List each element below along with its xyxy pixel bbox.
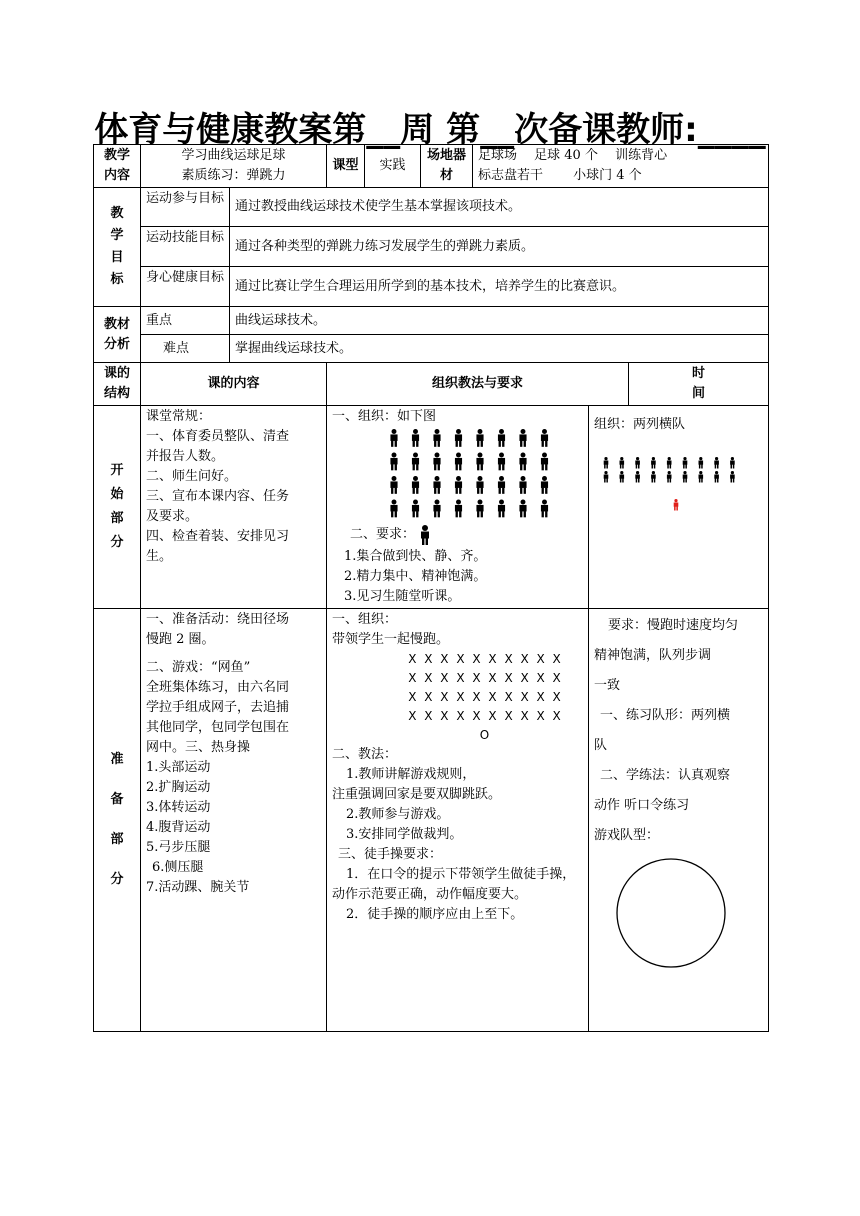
student-figure-icon [541,500,548,518]
prep-line: 慢跑 2 圈。 [146,632,215,647]
student-figure-icon [667,471,672,483]
prep-req-line: 游戏队型： [594,828,660,843]
x-row: X X X X X X X X X X [408,690,563,704]
student-figure-icon [730,457,735,469]
student-figure-icon [433,429,440,447]
prep-line: 2.扩胸运动 [146,780,211,795]
goal-name-2: 运动技能目标 [141,227,230,267]
start-req: 2.精力集中、精神饱满。 [344,569,487,584]
prep-method-line: 一、组织： [332,612,398,627]
student-figure-icon [476,500,483,518]
student-figure-icon [620,457,625,469]
start-req-row [350,523,583,547]
prep-req-line: 动作 听口令练习 [594,798,690,813]
prep-line: 6.侧压腿 [152,860,204,875]
goal-name-3: 身心健康目标 [141,267,230,307]
hard-text: 掌握曲线运球技术。 [230,335,769,363]
student-figure-icon [476,476,483,494]
teacher-figure-icon [419,525,431,545]
content-cell [141,145,327,188]
goal-text-2: 通过各种类型的弹跳力练习发展学生的弹跳力素质。 [230,227,769,267]
key-text: 曲线运球技术。 [230,307,769,335]
start-line: 四、检查着装、安排见习 [146,529,290,544]
prep-method-line: 带领学生一起慢跑。 [332,632,450,647]
student-figure-icon [730,471,735,483]
label-prep: 准备部分 [94,609,141,1032]
document-title: 体育与健康教案第__周 第__次备课教师:____ [94,110,766,150]
prep-line: 一、准备活动：绕田径场 [146,612,290,627]
student-figure-icon [519,476,526,494]
student-figure-icon [412,453,419,471]
prep-line: 4.腹背运动 [146,820,211,835]
prep-method-line: 2.教师参与游戏。 [346,807,450,822]
student-figure-icon [390,453,397,471]
two-row-formation-diagram [594,455,754,521]
start-req: 1.集合做到快、静、齐。 [344,549,487,564]
student-figure-icon [683,471,688,483]
venue-cell [473,145,769,188]
student-figure-icon [498,476,505,494]
start-req: 3.见习生随堂听课。 [344,589,461,604]
student-figure-icon [476,453,483,471]
content-line2: 素质练习：弹跳力 [181,168,286,183]
student-figure-icon [433,500,440,518]
prep-method-line: 二、教法： [332,747,398,762]
venue-line1: 足球场 足球 40 个 训练背心 [478,148,668,163]
prep-req-line: 队 [594,738,608,753]
lesson-plan-table [93,144,769,1032]
student-figure-icon [683,457,688,469]
prep-method-line: 注重强调回家是要双脚跳跃。 [332,787,502,802]
prep-line: 学拉手组成网子，去追捕 [146,700,290,715]
start-org-title: 一、组织：如下图 [332,409,437,424]
label-start: 开始部分 [94,406,141,609]
student-figure-icon [714,457,719,469]
x-row: X X X X X X X X X X [408,671,563,685]
student-figure-icon [519,500,526,518]
start-org2-cell [589,406,769,609]
student-figure-icon [541,476,548,494]
goal-name-1: 运动参与目标 [141,188,230,227]
x-formation [332,650,583,745]
key-label: 重点 [141,307,230,335]
prep-method-line: 1．在口令的提示下带领学生做徒手操，动作示范要正确，动作幅度要大。 [332,867,576,902]
student-figure-icon [455,453,462,471]
student-figure-icon [651,471,656,483]
student-figure-icon [455,429,462,447]
start-line: 一、体育委员整队、清查 [146,429,290,444]
student-figure-icon [433,476,440,494]
start-line: 生。 [146,549,173,564]
prep-req-line: 要求：慢跑时速度均匀 [608,618,739,633]
student-figure-icon [519,453,526,471]
student-figure-icon [604,457,609,469]
venue-line2: 标志盘若干 小球门 4 个 [478,168,642,183]
prep-method [327,609,589,1032]
student-figure-icon [674,499,679,511]
student-figure-icon [498,429,505,447]
goal-text-1: 通过教授曲线运球技术使学生基本掌握该项技术。 [230,188,769,227]
label-type: 课型 [327,145,365,188]
student-figure-icon [635,457,640,469]
label-venue: 场地器材 [421,145,473,188]
type-value: 实践 [365,145,421,188]
label-content: 教学内容 [94,145,141,188]
student-figure-icon [455,476,462,494]
prep-line: 全班集体练习，由六名同 [146,680,290,695]
prep-method-line: 1.教师讲解游戏规则， [346,767,476,782]
student-figure-icon [541,453,548,471]
goal-text-3: 通过比赛让学生合理运用所学到的基本技术，培养学生的比赛意识。 [230,267,769,307]
start-req-title: 二、要求： [350,527,416,542]
label-analysis: 教材分析 [94,307,141,363]
prep-line: 5.弓步压腿 [146,840,211,855]
student-figure-icon [667,457,672,469]
student-figure-icon [390,476,397,494]
prep-method-line: 三、徒手操要求： [338,847,443,862]
student-figure-icon [412,476,419,494]
student-figure-icon [412,429,419,447]
student-figure-icon [390,500,397,518]
student-figure-icon [541,429,548,447]
prep-method-line: 3.安排同学做裁判。 [346,827,463,842]
header-method: 组织教法与要求 [327,363,629,406]
start-method [327,406,589,609]
header-structure: 课的结构 [94,363,141,406]
student-figure-icon [604,471,609,483]
prep-requirements [589,609,769,1032]
header-content: 课的内容 [141,363,327,406]
prep-line: 二、游戏：“网鱼” [146,660,251,675]
content-line1: 学习曲线运球足球 [181,148,286,163]
student-figure-icon [519,429,526,447]
four-row-formation-diagram [384,427,589,523]
prep-line: 其他同学，包同学包围在 [146,720,290,735]
student-figure-icon [651,457,656,469]
start-org2: 组织：两列横队 [594,417,686,432]
student-figure-icon [498,500,505,518]
prep-req-line: 精神饱满，队列步调 [594,648,712,663]
student-figure-icon [498,453,505,471]
prep-req-line: 二、学练法：认真观察 [600,768,731,783]
header-time: 时间 [629,363,769,406]
game-circle-diagram [612,855,732,975]
prep-method-line: 2．徒手操的顺序应由上至下。 [346,907,524,922]
student-figure-icon [699,457,704,469]
teacher-marker: O [479,728,492,742]
student-figure-icon [412,500,419,518]
start-line: 及要求。 [146,509,199,524]
x-row: X X X X X X X X X X [408,652,563,666]
start-line: 并报告人数。 [146,449,225,464]
prep-line: 7.活动踝、腕关节 [146,880,250,895]
student-figure-icon [390,429,397,447]
start-line: 课堂常规： [146,409,212,424]
x-row: X X X X X X X X X X [408,709,563,723]
prep-line: 3.体转运动 [146,800,211,815]
student-figure-icon [635,471,640,483]
prep-line: 1.头部运动 [146,760,211,775]
label-goals: 教学目标 [94,188,141,307]
student-figure-icon [476,429,483,447]
prep-req-line: 一致 [594,678,621,693]
student-figure-icon [699,471,704,483]
prep-line: 网中。三、热身操 [146,740,251,755]
student-figure-icon [455,500,462,518]
start-line: 三、宣布本课内容、任务 [146,489,290,504]
student-figure-icon [714,471,719,483]
start-content [141,406,327,609]
student-figure-icon [620,471,625,483]
hard-label: 难点 [141,335,230,363]
prep-content [141,609,327,1032]
student-figure-icon [433,453,440,471]
prep-req-line: 一、练习队形：两列横 [600,708,731,723]
start-line: 二、师生问好。 [146,469,238,484]
